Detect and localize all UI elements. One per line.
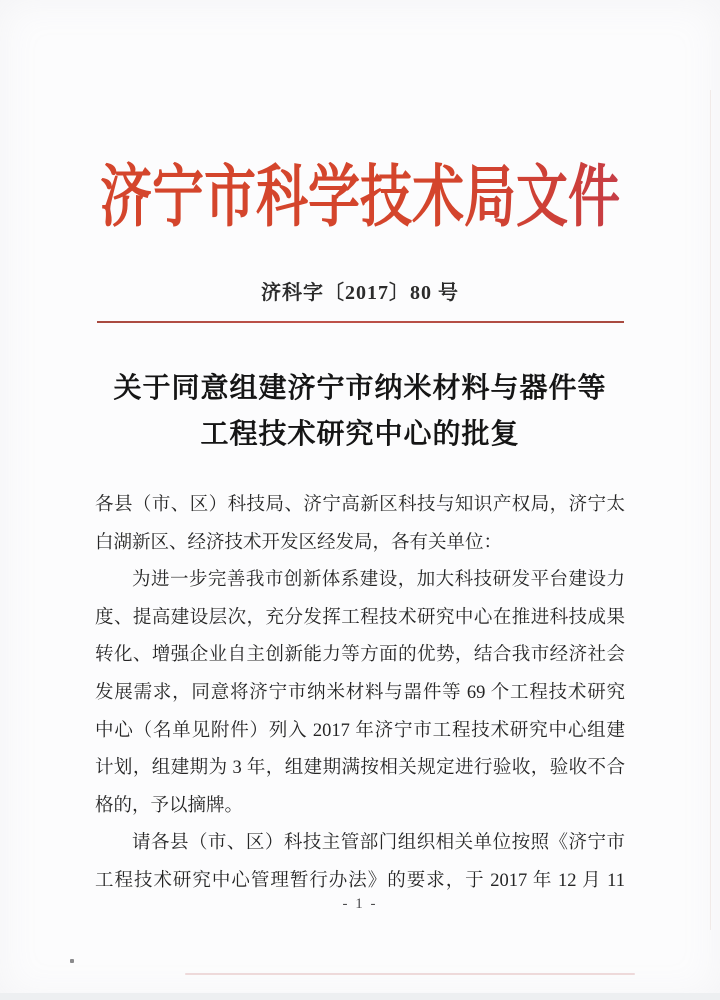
document-number: 济科字〔2017〕80 号: [261, 282, 459, 304]
document-title-line1: 关于同意组建济宁市纳米材料与器件等: [113, 373, 607, 404]
body-text-line: 度、提高建设层次，充分发挥工程技术研究中心在推进科技成果: [95, 607, 625, 628]
body-text-line: 工程技术研究中心管理暂行办法》的要求，于 2017 年 12 月 11: [95, 870, 625, 891]
body-text-line: 发展需求，同意将济宁市纳米材料与噐件等 69 个工程技术研究: [95, 682, 625, 703]
scan-artifact-streak: [185, 973, 635, 975]
letterhead-agency-title: 济宁市科学技术局文件: [0, 142, 720, 240]
document-title: [0, 366, 720, 458]
page-number: - 1 -: [342, 896, 378, 912]
body-text-line: 格的，予以摘牌。: [95, 795, 244, 816]
body-text-line: 计划，组建期为 3 年，组建期满按相关规定进行验收，验收不合: [95, 758, 625, 779]
red-divider-line: [97, 321, 624, 323]
body-text-line: 白湖新区、经济技术开发区经发局，各有关单位：: [95, 532, 503, 553]
body-text-line: 请各县（市、区）科技主管部门组织相关单位按照《济宁市: [132, 833, 625, 854]
body-text-line: 为进一步完善我市创新体系建设，加大科技研发平台建设力: [132, 570, 625, 591]
body-text-line: 中心（名单见附件）列入 2017 年济宁市工程技术研究中心组建: [95, 720, 625, 741]
scan-artifact-speck: [70, 959, 74, 963]
document-title-line2: 工程技术研究中心的批复: [200, 419, 520, 450]
body-text-line: 各县（市、区）科技局、济宁高新区科技与知识产权局，济宁太: [95, 495, 625, 515]
scan-artifact-edge-line: [710, 90, 711, 930]
scan-artifact-bottom-strip: [0, 993, 720, 1000]
body-text-line: 转化、增强企业自主创新能力等方面的优势，结合我市经济社会: [95, 645, 625, 666]
document-body: [95, 487, 625, 901]
